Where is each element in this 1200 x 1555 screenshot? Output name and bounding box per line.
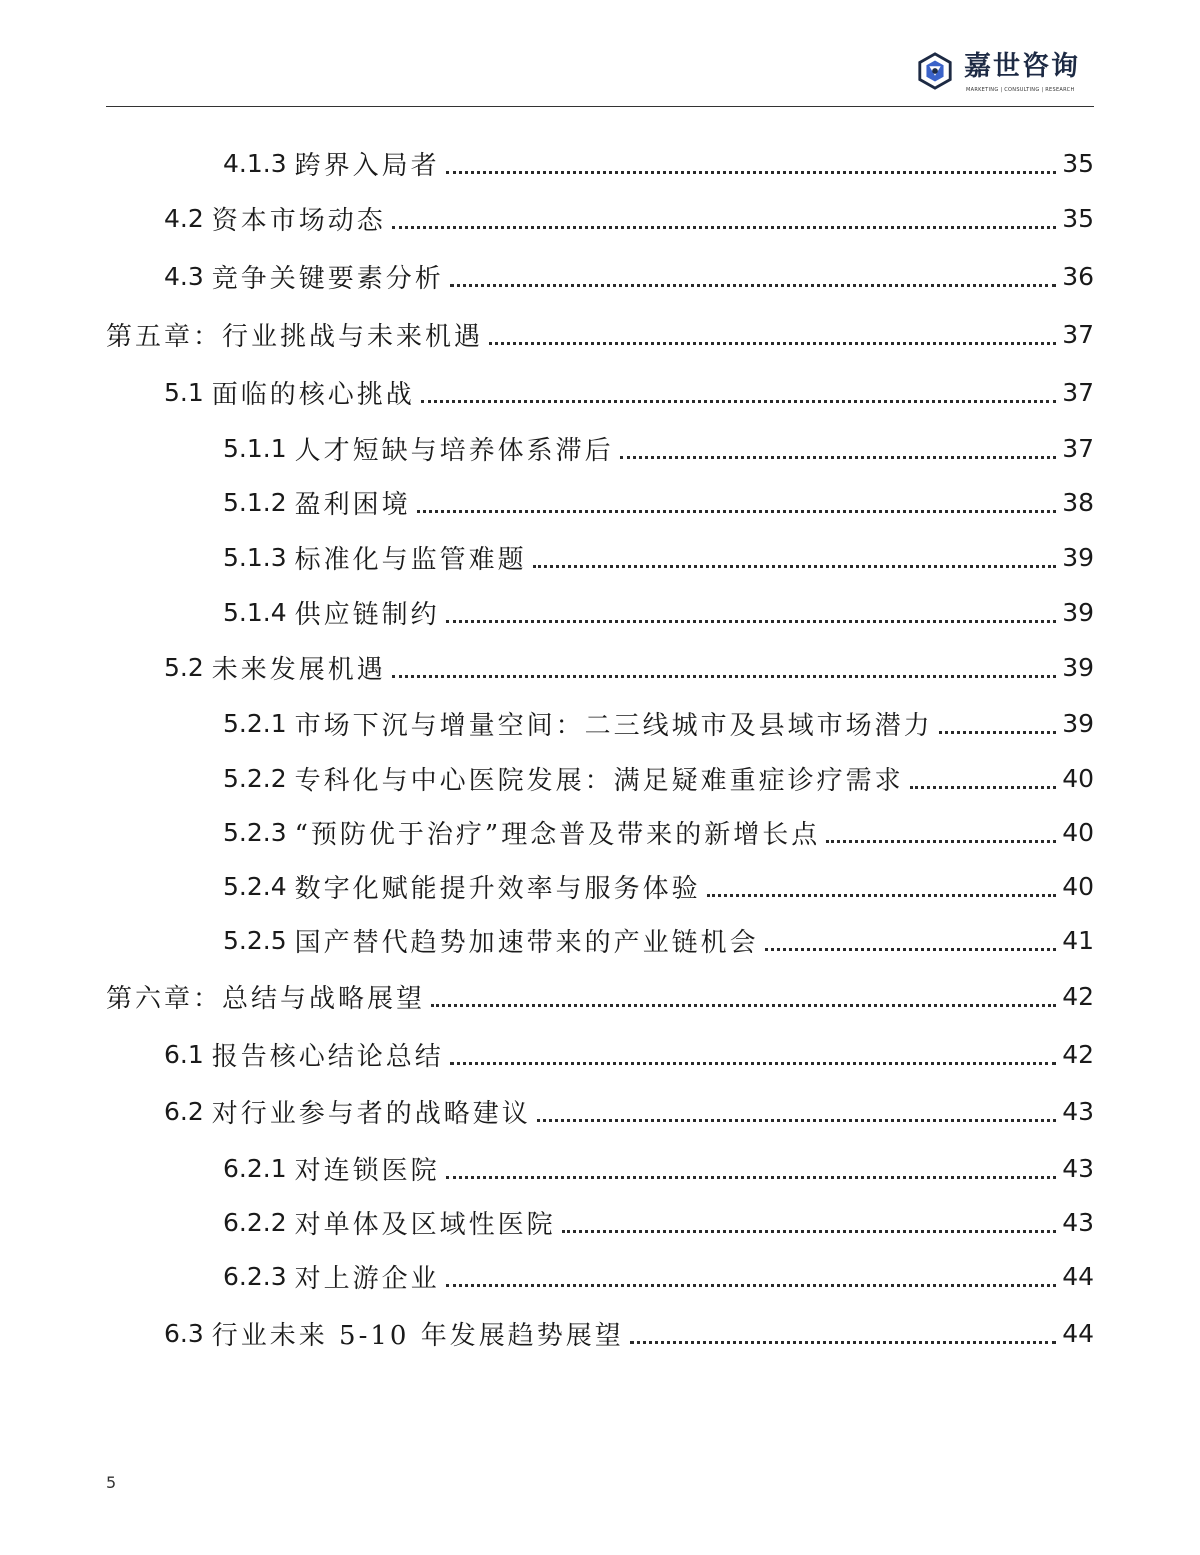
toc-entry-page: 42 [1062, 1039, 1094, 1069]
toc-entry-title: 人才短缺与培养体系滞后 [294, 435, 614, 466]
toc-entry-title: 对行业参与者的战略建议 [211, 1098, 531, 1129]
toc-entry-page: 40 [1062, 817, 1094, 847]
toc-entry-number: 6.3 [164, 1318, 204, 1348]
toc-entry-page: 35 [1062, 203, 1094, 233]
toc-entry-title: 报告核心结论总结 [211, 1041, 444, 1072]
toc-dot-leader [630, 1341, 1056, 1344]
toc-entry-number: 6.2.2 [223, 1207, 287, 1237]
toc-entry[interactable] [223, 592, 1094, 632]
toc-entry-page: 37 [1062, 377, 1094, 407]
toc-entry-number: 5.1.4 [223, 597, 287, 627]
toc-entry[interactable] [164, 1034, 1094, 1074]
toc-entry-title: 市场下沉与增量空间：二三线城市及县域市场潜力 [294, 710, 933, 741]
toc-entry[interactable] [164, 1091, 1094, 1131]
toc-dot-leader [826, 840, 1056, 843]
toc-entry-title: 供应链制约 [294, 599, 440, 630]
toc-dot-leader [446, 620, 1057, 623]
logo-tagline: MARKETING | CONSULTING | RESEARCH [966, 87, 1075, 93]
toc-entry[interactable] [223, 537, 1094, 577]
toc-entry-page: 43 [1062, 1153, 1094, 1183]
toc-entry[interactable] [223, 812, 1094, 852]
toc-entry[interactable] [223, 758, 1094, 798]
toc-entry-title: 专科化与中心医院发展：满足疑难重症诊疗需求 [294, 765, 904, 796]
toc-entry-title: 盈利困境 [294, 489, 411, 520]
toc-entry[interactable] [223, 428, 1094, 468]
toc-entry-title: 对上游企业 [294, 1263, 440, 1294]
toc-entry-page: 37 [1062, 319, 1094, 349]
toc-entry-page: 38 [1062, 487, 1094, 517]
toc-entry-title: 未来发展机遇 [211, 654, 386, 685]
toc-entry-title: 数字化赋能提升效率与服务体验 [294, 873, 701, 904]
toc-entry-number: 6.2.3 [223, 1261, 287, 1291]
toc-entry[interactable] [223, 1148, 1094, 1188]
toc-entry[interactable] [106, 976, 1094, 1016]
toc-entry-page: 44 [1062, 1318, 1094, 1348]
toc-entry-title: 跨界入局者 [294, 150, 440, 181]
toc-entry-title: 第六章：总结与战略展望 [106, 983, 426, 1014]
toc-dot-leader [392, 226, 1056, 229]
toc-entry-number: 5.1.2 [223, 487, 287, 517]
toc-dot-leader [450, 284, 1056, 287]
toc-dot-leader [489, 342, 1056, 345]
toc-entry-title: 对单体及区域性医院 [294, 1209, 556, 1240]
toc-entry-page: 44 [1062, 1261, 1094, 1291]
toc-dot-leader [431, 1004, 1056, 1007]
toc-entry-page: 37 [1062, 433, 1094, 463]
toc-entry-title: 资本市场动态 [211, 205, 386, 236]
toc-entry-page: 39 [1062, 652, 1094, 682]
toc-dot-leader [939, 731, 1057, 734]
toc-dot-leader [421, 400, 1056, 403]
toc-entry-title: 竞争关键要素分析 [211, 263, 444, 294]
toc-entry-page: 39 [1062, 542, 1094, 572]
toc-dot-leader [450, 1062, 1056, 1065]
toc-entry[interactable] [223, 920, 1094, 960]
toc-entry-title: 面临的核心挑战 [211, 379, 415, 410]
toc-entry-number: 6.1 [164, 1039, 204, 1069]
toc-entry-page: 39 [1062, 597, 1094, 627]
toc-entry-page: 41 [1062, 925, 1094, 955]
toc-entry-number: 4.3 [164, 261, 204, 291]
toc-entry-title: 标准化与监管难题 [294, 544, 527, 575]
toc-entry-title: 行业未来 5-10 年发展趋势展望 [211, 1320, 624, 1351]
toc-entry[interactable] [164, 198, 1094, 238]
toc-entry-number: 5.2.2 [223, 763, 287, 793]
toc-dot-leader [562, 1230, 1057, 1233]
toc-dot-leader [417, 510, 1057, 513]
toc-entry-title: 国产替代趋势加速带来的产业链机会 [294, 927, 759, 958]
toc-entry-number: 5.2.3 [223, 817, 287, 847]
toc-dot-leader [392, 675, 1056, 678]
toc-dot-leader [446, 1284, 1057, 1287]
toc-dot-leader [910, 786, 1057, 789]
toc-entry-page: 43 [1062, 1207, 1094, 1237]
toc-entry-number: 5.1 [164, 377, 204, 407]
toc-entry-title: 对连锁医院 [294, 1155, 440, 1186]
toc-entry-title: 第五章：行业挑战与未来机遇 [106, 321, 484, 352]
jiashi-logo-icon [916, 52, 954, 90]
toc-entry[interactable] [223, 1202, 1094, 1242]
toc-entry-number: 6.2 [164, 1096, 204, 1126]
toc-entry-page: 43 [1062, 1096, 1094, 1126]
page-number: 5 [106, 1473, 117, 1492]
toc-entry-number: 5.2.4 [223, 871, 287, 901]
toc-entry-number: 5.1.1 [223, 433, 287, 463]
toc-entry-number: 5.2 [164, 652, 204, 682]
toc-entry-page: 39 [1062, 708, 1094, 738]
toc-entry-page: 36 [1062, 261, 1094, 291]
toc-entry-number: 5.2.1 [223, 708, 287, 738]
toc-entry-number: 5.1.3 [223, 542, 287, 572]
toc-entry[interactable] [223, 482, 1094, 522]
toc-entry-page: 35 [1062, 148, 1094, 178]
toc-entry-number: 4.2 [164, 203, 204, 233]
toc-dot-leader [446, 1176, 1057, 1179]
toc-dot-leader [533, 565, 1057, 568]
toc-entry[interactable] [223, 143, 1094, 183]
toc-entry[interactable] [223, 703, 1094, 743]
toc-entry[interactable] [106, 314, 1094, 354]
toc-entry-number: 4.1.3 [223, 148, 287, 178]
toc-dot-leader [446, 171, 1057, 174]
toc-entry[interactable] [164, 256, 1094, 296]
toc-dot-leader [707, 894, 1057, 897]
toc-entry[interactable] [164, 647, 1094, 687]
toc-entry-title: “预防优于治疗”理念普及带来的新增长点 [294, 819, 821, 850]
toc-entry[interactable] [223, 1256, 1094, 1296]
toc-entry[interactable] [164, 1313, 1094, 1353]
company-logo [916, 50, 1092, 96]
toc-dot-leader [765, 948, 1057, 951]
toc-entry-number: 5.2.5 [223, 925, 287, 955]
toc-entry-page: 42 [1062, 981, 1094, 1011]
toc-dot-leader [620, 456, 1057, 459]
toc-entry[interactable] [164, 372, 1094, 412]
toc-entry[interactable] [223, 866, 1094, 906]
toc-entry-number: 6.2.1 [223, 1153, 287, 1183]
toc-entry-page: 40 [1062, 763, 1094, 793]
toc-entry-page: 40 [1062, 871, 1094, 901]
page-header [106, 0, 1094, 107]
logo-name: 嘉世咨询 [964, 51, 1080, 82]
toc-dot-leader [537, 1119, 1056, 1122]
